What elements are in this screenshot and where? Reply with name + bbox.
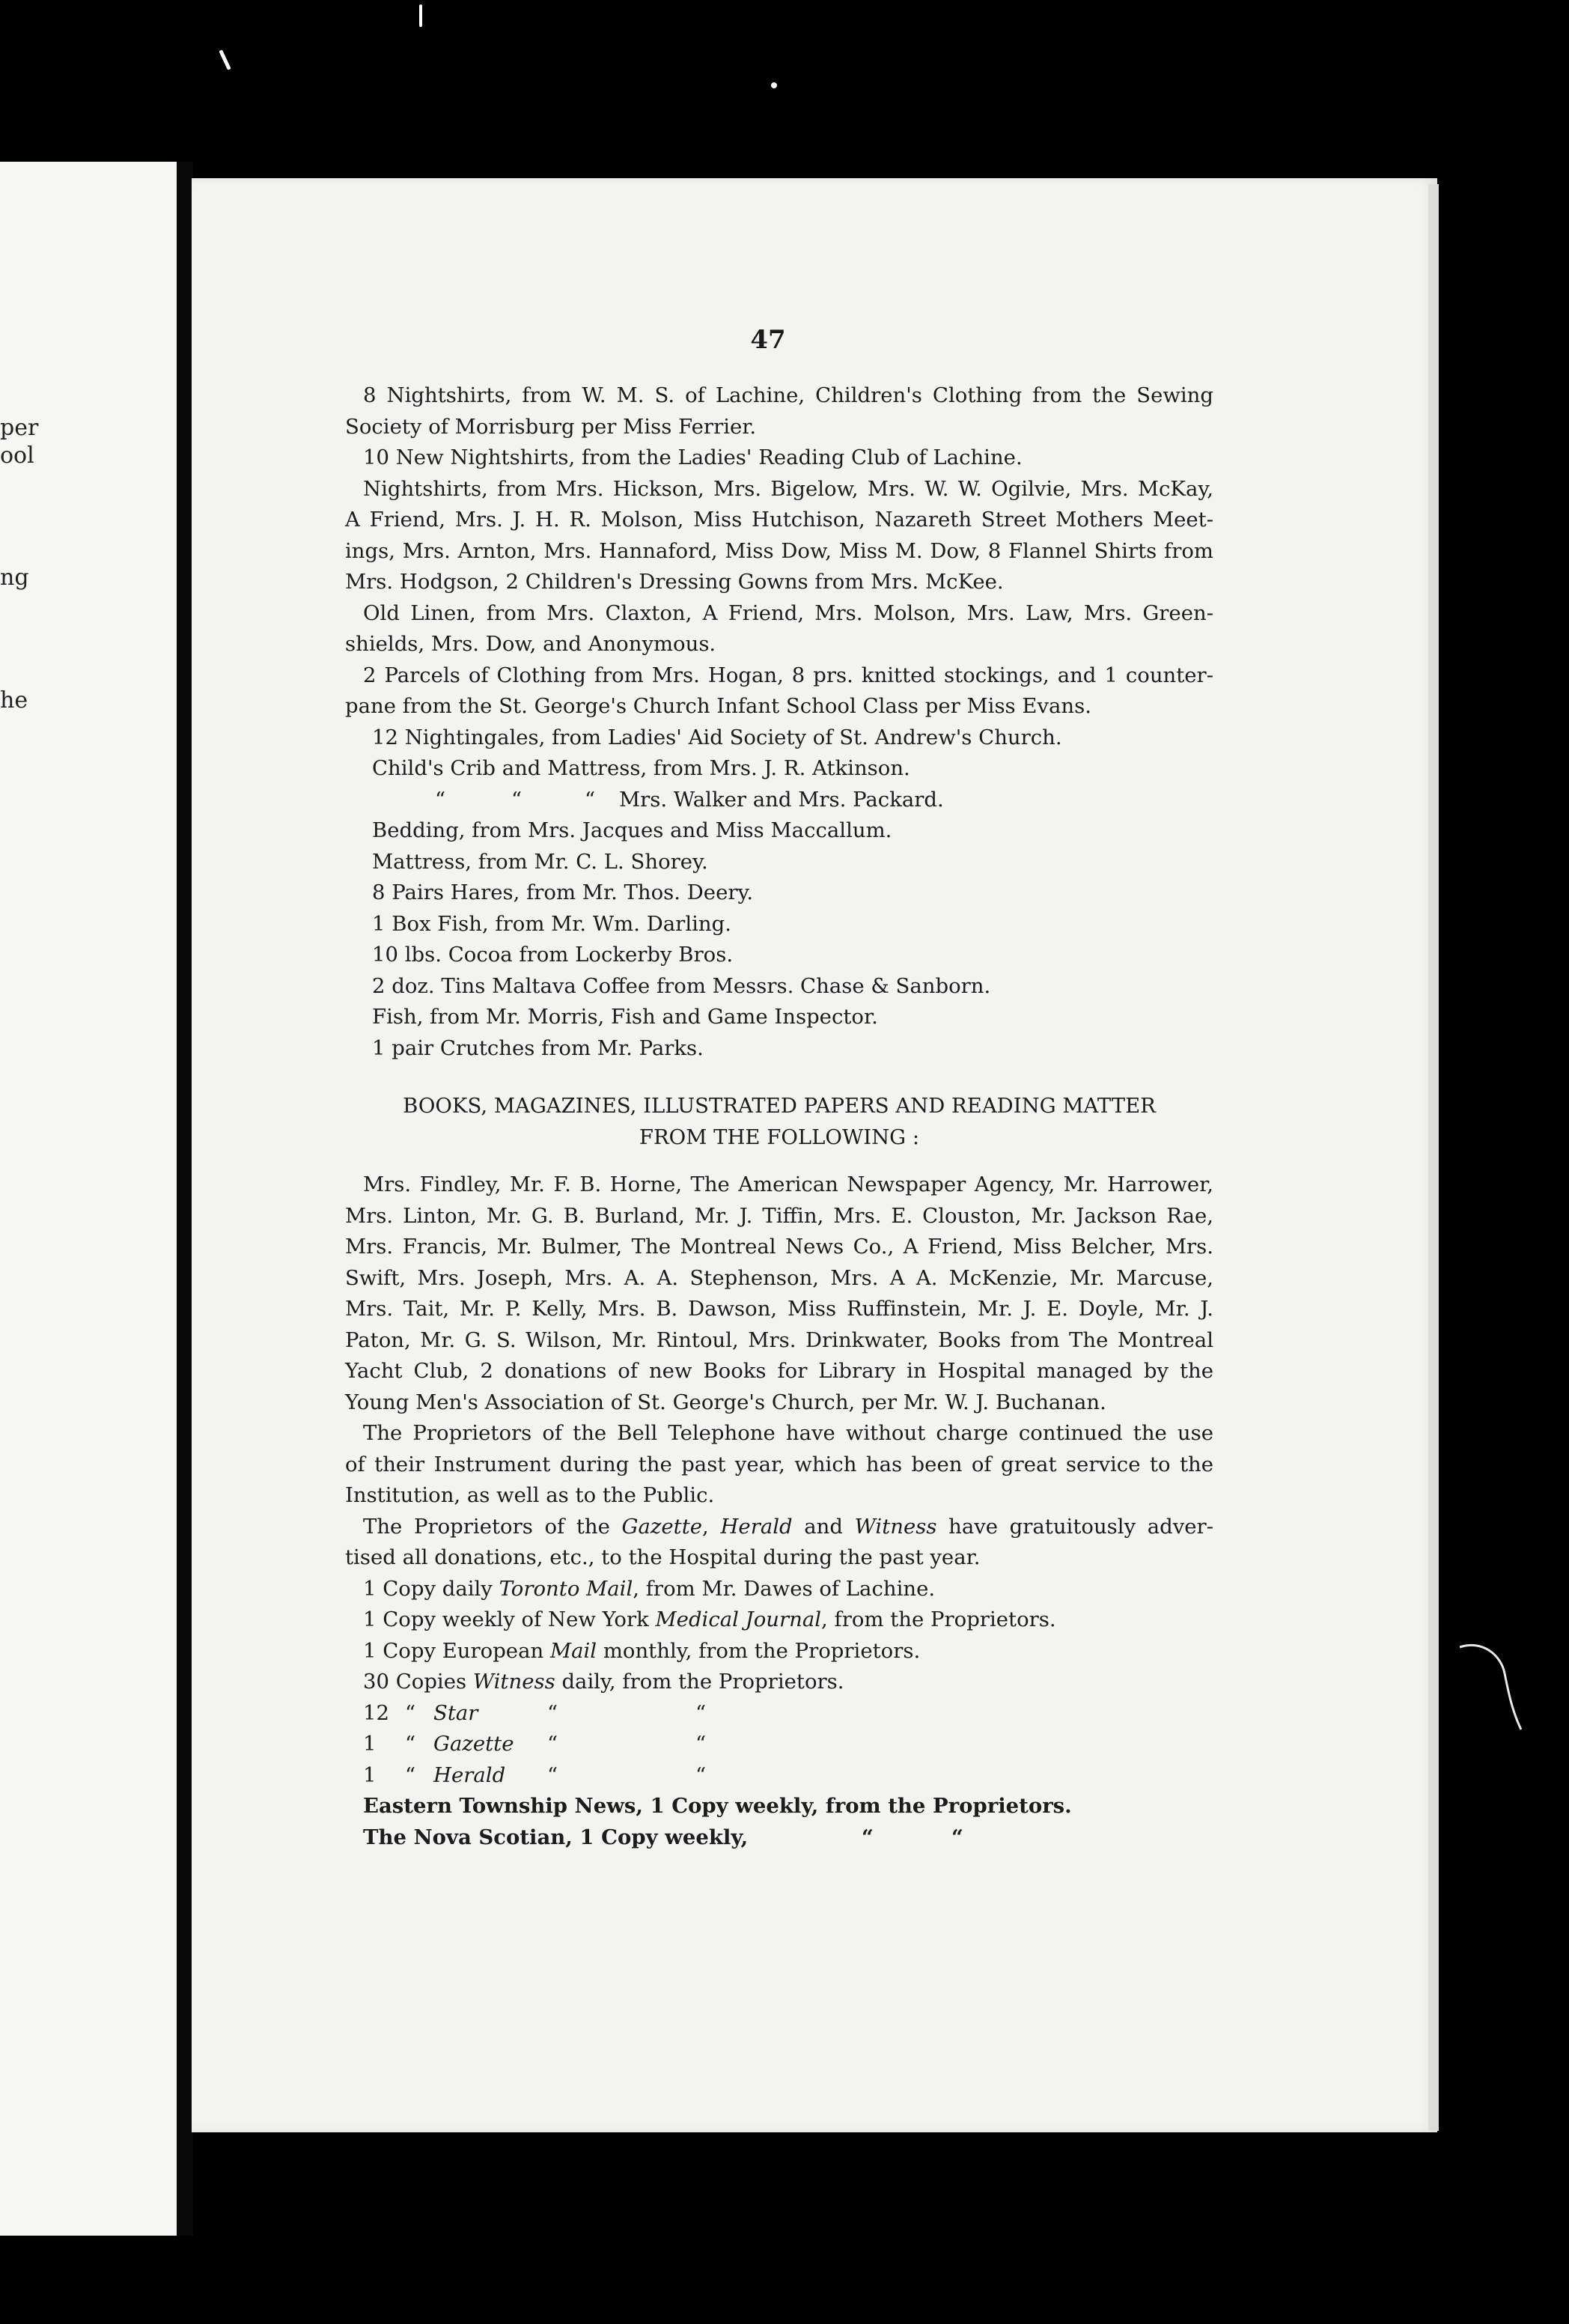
ditto-mark: “ bbox=[405, 1762, 416, 1787]
text-line: Mrs. Francis, Mr. Bulmer, The Montreal News Co., A Friend, Miss Belcher, Mrs. bbox=[345, 1235, 1213, 1259]
text-line: of their Instrument during the past year, which has been of great service to the bbox=[345, 1452, 1213, 1476]
ditto-table-row bbox=[345, 1760, 1213, 1792]
text-line: 1 Copy weekly of New York Medical Journal, from the Proprietors. bbox=[363, 1607, 1056, 1631]
text-line: tised all donations, etc., to the Hospital during the past year. bbox=[345, 1545, 981, 1569]
scan-speck bbox=[219, 49, 231, 70]
ditto-mark: “ bbox=[547, 1732, 558, 1756]
newspaper-title: Witness bbox=[854, 1514, 937, 1539]
section-heading: BOOKS, MAGAZINES, ILLUSTRATED PAPERS AND READING MATTER bbox=[403, 1094, 1156, 1118]
ditto-table-row bbox=[345, 1729, 1213, 1760]
text-line: The Nova Scotian, 1 Copy weekly, “ “ bbox=[345, 1822, 1213, 1854]
text-line: 8 Nightshirts, from W. M. S. of Lachine, Children's Clothing from the Sewing bbox=[363, 383, 1213, 407]
ditto-mark: “ bbox=[695, 1732, 707, 1756]
text-line: pane from the St. George's Church Infant School Class per Miss Evans. bbox=[345, 694, 1091, 718]
left-facing-page bbox=[0, 162, 177, 2236]
text-line: Paton, Mr. G. S. Wilson, Mr. Rintoul, Mrs. Drinkwater, Books from The Montreal bbox=[345, 1327, 1213, 1352]
left-page-fragment: ng bbox=[0, 565, 29, 591]
text-line: Mrs. Tait, Mr. P. Kelly, Mrs. B. Dawson, Miss Ruffinstein, Mr. J. E. Doyle, Mr. J. bbox=[345, 1297, 1213, 1321]
text-line: Bedding, from Mrs. Jacques and Miss Maccallum. bbox=[372, 818, 892, 842]
text-line: 10 lbs. Cocoa from Lockerby Bros. bbox=[372, 943, 734, 967]
text-line: Eastern Township News, 1 Copy weekly, from the Proprietors. bbox=[363, 1794, 1072, 1818]
text-line: 2 doz. Tins Maltava Coffee from Messrs. Chase & Sanborn. bbox=[372, 973, 991, 998]
page-number: 47 bbox=[750, 325, 786, 355]
ditto-mark: “ bbox=[862, 1825, 874, 1849]
copy-count: 1 bbox=[363, 1762, 377, 1787]
scan-fiber-icon bbox=[1460, 1640, 1527, 1737]
text-line: 12 Nightingales, from Ladies' Aid Society of St. Andrew's Church. bbox=[372, 725, 1062, 749]
text-line: 1 Copy daily Toronto Mail, from Mr. Dawes of Lachine. bbox=[363, 1576, 936, 1601]
ditto-mark: “ bbox=[511, 787, 523, 812]
ditto-mark: “ bbox=[951, 1825, 963, 1849]
text-line: ings, Mrs. Arnton, Mrs. Hannaford, Miss Dow, Miss M. Dow, 8 Flannel Shirts from bbox=[345, 538, 1213, 563]
text-line: Child's Crib and Mattress, from Mrs. J. R. Atkinson. bbox=[372, 756, 910, 780]
newspaper-title: Toronto Mail bbox=[499, 1576, 633, 1601]
scan-speck bbox=[771, 82, 777, 88]
ditto-mark: “ bbox=[585, 787, 596, 812]
text-line: Mrs. Linton, Mr. G. B. Burland, Mr. J. Tiffin, Mrs. E. Clouston, Mr. Jackson Rae, bbox=[345, 1203, 1213, 1228]
text-line: Yacht Club, 2 donations of new Books for Library in Hospital managed by the bbox=[345, 1359, 1213, 1383]
main-page bbox=[192, 178, 1437, 2132]
text-line: 1 pair Crutches from Mr. Parks. bbox=[372, 1035, 704, 1060]
page-text bbox=[345, 380, 1213, 1853]
text-line: Society of Morrisburg per Miss Ferrier. bbox=[345, 414, 757, 439]
text-line: 2 Parcels of Clothing from Mrs. Hogan, 8 prs. knitted stockings, and 1 counter- bbox=[363, 663, 1213, 687]
text-line: 1 Box Fish, from Mr. Wm. Darling. bbox=[372, 911, 731, 936]
newspaper-title: Gazette bbox=[621, 1514, 703, 1539]
text-line: Mrs. Hodgson, 2 Children's Dressing Gowns from Mrs. McKee. bbox=[345, 570, 1004, 594]
text-line: A Friend, Mrs. J. H. R. Molson, Miss Hutchison, Nazareth Street Mothers Meet- bbox=[345, 508, 1213, 532]
text-line: Mrs. Findley, Mr. F. B. Horne, The American Newspaper Agency, Mr. Harrower, bbox=[363, 1172, 1213, 1196]
text-line: 1 Copy European Mail monthly, from the Proprietors. bbox=[363, 1638, 921, 1663]
ditto-mark: “ bbox=[435, 787, 446, 812]
newspaper-title: Mail bbox=[549, 1638, 597, 1663]
copy-count: 1 bbox=[363, 1732, 377, 1756]
newspaper-title: Herald bbox=[720, 1514, 793, 1539]
text-line: shields, Mrs. Dow, and Anonymous. bbox=[345, 632, 716, 656]
text-line: Mattress, from Mr. C. L. Shorey. bbox=[372, 849, 708, 874]
text-line: The Proprietors of the Bell Telephone have without charge continued the use bbox=[363, 1421, 1213, 1445]
left-page-fragment: per bbox=[0, 415, 39, 441]
ditto-mark: “ bbox=[695, 1762, 707, 1787]
text-line: 10 New Nightshirts, from the Ladies' Reading Club of Lachine. bbox=[363, 445, 1023, 469]
ditto-line bbox=[345, 785, 1213, 816]
page-edge bbox=[1428, 184, 1439, 2131]
left-page-fragment: ool bbox=[0, 442, 34, 469]
text-line: Young Men's Association of St. George's Church, per Mr. W. J. Buchanan. bbox=[345, 1390, 1106, 1414]
ditto-mark: “ bbox=[405, 1700, 416, 1725]
newspaper-title: Star bbox=[433, 1700, 478, 1725]
newspaper-title: Medical Journal bbox=[655, 1607, 822, 1631]
ditto-mark: “ bbox=[695, 1700, 707, 1725]
text-line: Nightshirts, from Mrs. Hickson, Mrs. Bigelow, Mrs. W. W. Ogilvie, Mrs. McKay, bbox=[363, 476, 1213, 501]
text-line: Institution, as well as to the Public. bbox=[345, 1483, 715, 1507]
newspaper-title: Herald bbox=[433, 1762, 506, 1787]
scan-speck bbox=[419, 4, 422, 27]
left-page-fragment: he bbox=[0, 687, 28, 714]
text-line: Fish, from Mr. Morris, Fish and Game Inspector. bbox=[372, 1005, 878, 1029]
book-gutter bbox=[177, 162, 193, 2236]
text-line: Swift, Mrs. Joseph, Mrs. A. A. Stephenson, Mrs. A A. McKenzie, Mr. Marcuse, bbox=[345, 1265, 1213, 1290]
text-line: Old Linen, from Mrs. Claxton, A Friend, Mrs. Molson, Mrs. Law, Mrs. Green- bbox=[363, 600, 1213, 625]
ditto-mark: “ bbox=[405, 1732, 416, 1756]
text-line: 8 Pairs Hares, from Mr. Thos. Deery. bbox=[372, 880, 754, 904]
ditto-mark: “ bbox=[547, 1762, 558, 1787]
newspaper-title: Witness bbox=[472, 1670, 555, 1694]
text-line: The Proprietors of the Gazette, Herald and Witness have gratuitously adver- bbox=[363, 1514, 1213, 1539]
copy-count: 12 bbox=[363, 1700, 389, 1725]
text-line: Mrs. Walker and Mrs. Packard. bbox=[619, 787, 944, 812]
ditto-mark: “ bbox=[547, 1700, 558, 1725]
section-heading: FROM THE FOLLOWING : bbox=[639, 1125, 920, 1149]
text-line: 30 Copies Witness daily, from the Proprietors. bbox=[363, 1670, 844, 1694]
ditto-table-row bbox=[345, 1698, 1213, 1730]
newspaper-title: Gazette bbox=[433, 1732, 514, 1756]
